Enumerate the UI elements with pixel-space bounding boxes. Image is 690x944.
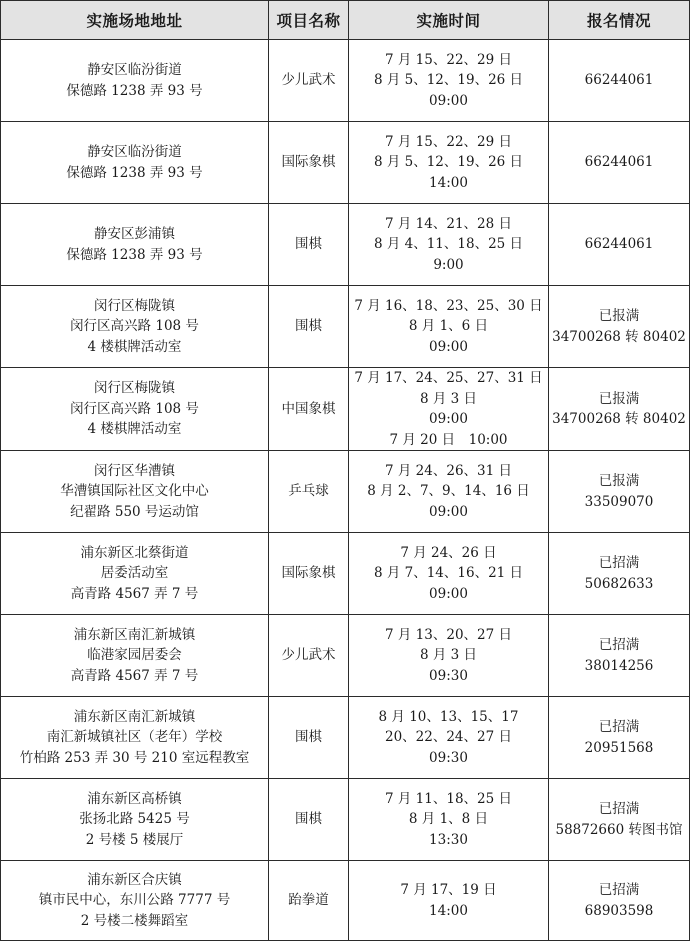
time-cell-line: 20、22、24、27 日 xyxy=(384,729,512,746)
address-cell-line: 浦东新区合庆镇 xyxy=(87,871,182,888)
address-cell-line: 4 楼棋牌活动室 xyxy=(87,421,182,438)
address-cell-line: 闵行区高兴路 108 号 xyxy=(70,400,199,417)
time-cell-line: 09:30 xyxy=(429,667,468,684)
address-cell-line: 2 号楼二楼舞蹈室 xyxy=(80,912,189,929)
registration-cell-line: 33509070 xyxy=(584,493,654,510)
table-row xyxy=(1,204,690,286)
time-cell xyxy=(349,368,549,451)
table-row xyxy=(1,615,690,697)
registration-cell-line: 已报满 xyxy=(598,390,640,407)
registration-cell-line: 50682633 xyxy=(584,575,654,592)
address-cell-line: 竹柏路 253 弄 30 号 210 室远程教室 xyxy=(19,749,250,766)
time-cell-line: 8 月 5、12、19、26 日 xyxy=(373,154,524,171)
time-cell-line: 8 月 10、13、15、17 xyxy=(378,708,519,725)
registration-cell-line: 66244061 xyxy=(584,154,654,171)
registration-cell xyxy=(549,451,690,533)
registration-cell xyxy=(549,697,690,779)
registration-cell xyxy=(549,533,690,615)
registration-cell xyxy=(549,368,690,451)
time-cell-line: 8 月 1、6 日 xyxy=(408,318,489,335)
address-cell-line: 2 号楼 5 楼展厅 xyxy=(85,831,184,848)
time-cell-line: 7 月 20 日 10:00 xyxy=(389,431,508,448)
time-cell-line: 14:00 xyxy=(429,902,468,919)
time-cell xyxy=(349,615,549,697)
project-cell: 少儿武术 xyxy=(269,615,349,697)
time-cell-line: 09:30 xyxy=(429,749,468,766)
address-cell-line: 高青路 4567 弄 7 号 xyxy=(70,667,199,684)
address-cell xyxy=(1,40,269,122)
address-cell-line: 闵行区梅陇镇 xyxy=(94,380,175,397)
table-row xyxy=(1,122,690,204)
time-cell xyxy=(349,533,549,615)
time-cell-line: 8 月 5、12、19、26 日 xyxy=(373,72,524,89)
address-cell-line: 张扬北路 5425 号 xyxy=(79,811,190,828)
time-cell-line: 09:00 xyxy=(429,585,468,602)
address-cell-line: 高青路 4567 弄 7 号 xyxy=(70,585,199,602)
time-cell-line: 7 月 15、22、29 日 xyxy=(385,51,512,68)
address-cell-line: 浦东新区南汇新城镇 xyxy=(73,626,196,643)
address-cell xyxy=(1,697,269,779)
address-cell-line: 闵行区高兴路 108 号 xyxy=(70,318,199,335)
time-cell-line: 8 月 2、7、9、14、16 日 xyxy=(367,483,530,500)
time-cell xyxy=(349,40,549,122)
time-cell-line: 7 月 15、22、29 日 xyxy=(385,133,512,150)
address-cell xyxy=(1,533,269,615)
registration-cell-line: 66244061 xyxy=(584,236,654,253)
registration-cell-line: 34700268 转 80402 xyxy=(552,411,686,427)
registration-cell-line: 38014256 xyxy=(584,657,654,674)
time-cell-line: 8 月 3 日 xyxy=(419,390,478,407)
project-cell: 乒乓球 xyxy=(269,451,349,533)
address-cell-line: 保德路 1238 弄 93 号 xyxy=(66,82,203,99)
project-cell: 中国象棋 xyxy=(269,368,349,451)
registration-cell-line: 20951568 xyxy=(584,739,654,756)
registration-cell-line: 已招满 xyxy=(598,882,640,898)
project-cell: 国际象棋 xyxy=(269,533,349,615)
table-row xyxy=(1,368,690,451)
address-cell-line: 纪翟路 550 号运动馆 xyxy=(70,503,199,520)
table-row xyxy=(1,451,690,533)
time-cell-line: 7 月 13、20、27 日 xyxy=(385,626,512,643)
project-cell: 少儿武术 xyxy=(269,40,349,122)
time-cell xyxy=(349,861,549,941)
table-row xyxy=(1,861,690,941)
address-cell xyxy=(1,451,269,533)
registration-cell xyxy=(549,861,690,941)
time-cell-line: 09:00 xyxy=(429,503,468,520)
address-cell xyxy=(1,779,269,861)
time-cell xyxy=(349,779,549,861)
address-cell xyxy=(1,122,269,204)
address-cell xyxy=(1,861,269,941)
registration-cell-line: 66244061 xyxy=(584,72,654,89)
registration-cell-line: 34700268 转 80402 xyxy=(552,328,686,345)
address-cell-line: 闵行区华漕镇 xyxy=(94,462,175,479)
header-registration: 报名情况 xyxy=(549,1,690,40)
address-cell xyxy=(1,368,269,451)
project-cell: 跆拳道 xyxy=(269,861,349,941)
registration-cell-line: 已招满 xyxy=(598,637,640,653)
address-cell-line: 居委活动室 xyxy=(100,565,169,582)
registration-cell-line: 已招满 xyxy=(598,555,640,571)
address-cell-line: 4 楼棋牌活动室 xyxy=(87,338,182,355)
registration-cell xyxy=(549,779,690,861)
registration-cell-line: 已招满 xyxy=(598,719,640,735)
address-cell-line: 静安区临汾街道 xyxy=(87,62,182,78)
time-cell xyxy=(349,204,549,286)
address-cell-line: 临港家园居委会 xyxy=(87,647,182,664)
time-cell xyxy=(349,451,549,533)
header-project: 项目名称 xyxy=(269,1,349,40)
registration-cell xyxy=(549,40,690,122)
address-cell xyxy=(1,615,269,697)
time-cell xyxy=(349,122,549,204)
time-cell-line: 7 月 24、26 日 xyxy=(400,544,497,561)
registration-cell xyxy=(549,204,690,286)
address-cell xyxy=(1,204,269,286)
time-cell-line: 7 月 16、18、23、25、30 日 xyxy=(354,297,543,314)
registration-cell-line: 已报满 xyxy=(598,308,640,324)
header-address: 实施场地地址 xyxy=(1,1,269,40)
table-row xyxy=(1,533,690,615)
time-cell-line: 09:00 xyxy=(429,338,468,355)
project-cell: 围棋 xyxy=(269,204,349,286)
header-time: 实施时间 xyxy=(349,1,549,40)
time-cell-line: 09:00 xyxy=(429,411,468,427)
time-cell xyxy=(349,697,549,779)
registration-cell xyxy=(549,615,690,697)
address-cell-line: 南汇新城镇社区（老年）学校 xyxy=(46,729,223,746)
table-row xyxy=(1,779,690,861)
project-cell: 围棋 xyxy=(269,697,349,779)
address-cell-line: 静安区彭浦镇 xyxy=(94,226,175,242)
time-cell-line: 9:00 xyxy=(433,256,464,273)
address-cell-line: 保德路 1238 弄 93 号 xyxy=(66,164,203,181)
registration-cell-line: 已招满 xyxy=(598,801,640,817)
time-cell-line: 14:00 xyxy=(429,174,468,191)
address-cell-line: 浦东新区北蔡街道 xyxy=(80,544,189,561)
registration-cell xyxy=(549,286,690,368)
time-cell xyxy=(349,286,549,368)
address-cell-line: 浦东新区南汇新城镇 xyxy=(73,708,196,725)
address-cell-line: 闵行区梅陇镇 xyxy=(94,297,175,314)
address-cell-line: 保德路 1238 弄 93 号 xyxy=(66,246,203,263)
project-cell: 围棋 xyxy=(269,779,349,861)
time-cell-line: 7 月 17、19 日 xyxy=(400,882,497,898)
table-body xyxy=(1,40,690,941)
time-cell-line: 09:00 xyxy=(429,92,468,109)
address-cell-line: 镇市民中心，东川公路 7777 号 xyxy=(38,892,231,909)
table-row xyxy=(1,40,690,122)
address-cell-line: 华漕镇国际社区文化中心 xyxy=(60,483,209,500)
registration-cell xyxy=(549,122,690,204)
table-row xyxy=(1,697,690,779)
time-cell-line: 13:30 xyxy=(429,831,468,848)
time-cell-line: 8 月 7、14、16、21 日 xyxy=(373,565,524,582)
time-cell-line: 7 月 24、26、31 日 xyxy=(385,462,512,479)
time-cell-line: 7 月 14、21、28 日 xyxy=(385,215,512,232)
registration-cell-line: 68903598 xyxy=(584,902,654,919)
time-cell-line: 8 月 1、8 日 xyxy=(408,811,489,828)
project-cell: 围棋 xyxy=(269,286,349,368)
registration-cell-line: 58872660 转图书馆 xyxy=(555,821,683,838)
time-cell-line: 8 月 3 日 xyxy=(419,647,478,664)
registration-cell-line: 已报满 xyxy=(598,473,640,489)
table-row xyxy=(1,286,690,368)
time-cell-line: 7 月 17、24、25、27、31 日 xyxy=(354,370,543,386)
time-cell-line: 8 月 4、11、18、25 日 xyxy=(373,236,524,253)
time-cell-line: 7 月 11、18、25 日 xyxy=(385,790,512,807)
address-cell-line: 浦东新区高桥镇 xyxy=(87,790,182,807)
header-row xyxy=(1,1,690,40)
address-cell xyxy=(1,286,269,368)
project-cell: 国际象棋 xyxy=(269,122,349,204)
address-cell-line: 静安区临汾街道 xyxy=(87,144,182,160)
